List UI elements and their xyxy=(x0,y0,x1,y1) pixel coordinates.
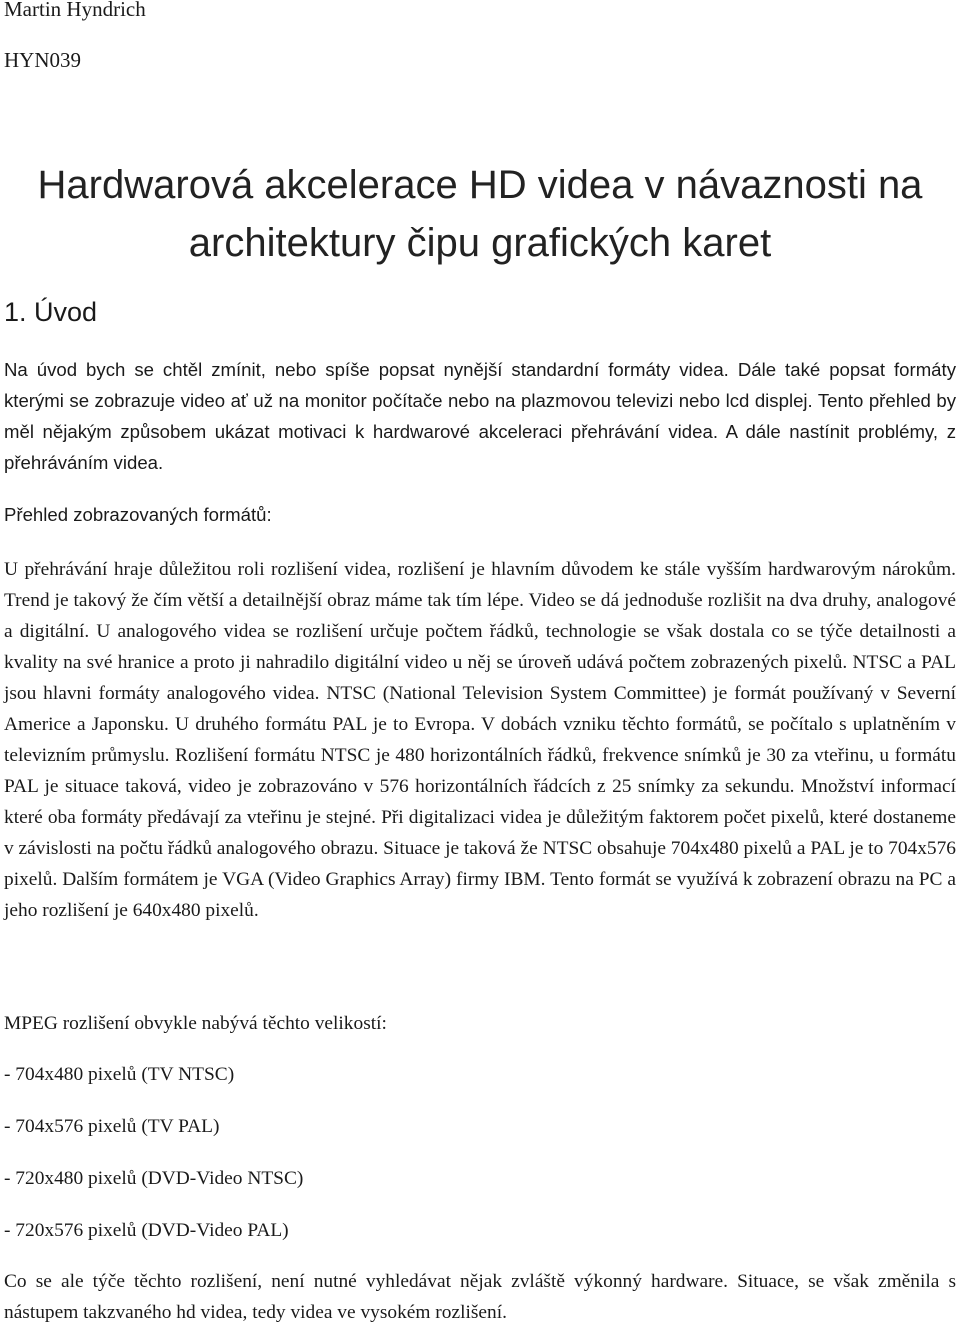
list-item: - 720x576 pixelů (DVD-Video PAL) xyxy=(4,1220,289,1241)
document-title: Hardwarová akcelerace HD videa v návaznosti na architektury čipu grafických karet xyxy=(37,163,923,265)
intro-paragraph: Na úvod bych se chtěl zmínit, nebo spíše popsat nynější standardní formáty videa. Dále také popsat formáty kterými se zobrazuje video ať už na monitor počítače nebo na plazmovou televizi nebo lcd displej. Tento přehled by měl nějakým způsobem ukázat motivaci k hardwarové akceleraci přehrávání videa. A dále nastínit problémy, z přehráváním videa. xyxy=(4,359,956,473)
list-item: - 720x480 pixelů (DVD-Video NTSC) xyxy=(4,1168,304,1189)
section-heading: 1. Úvod xyxy=(4,297,98,327)
formats-paragraph: U přehrávání hraje důležitou roli rozlišení videa, rozlišení je hlavním důvodem ke stále vyšším hardwarovým nárokům. Trend je takový že čím větší a detailnější obraz máme tak tím lépe. Video se dá jednoduše rozlišit na dva druhy, analogové a digitální. U analogového videa se rozlišení určuje počtem řádků, technologie se však dostala co se týče detailnosti a kvality na své hranice a proto ji nahradilo digitální video u něj se úroveň udává počtem zobrazených pixelů. NTSC a PAL jsou hlavni formáty analogového videa. NTSC (National Television System Committee) je formát používaný v Severní Americe a Japonsku. U druhého formátu PAL je to Evropa. V dobách vzniku těchto formátů, se počítalo s uplatněním v televizním průmyslu. Rozlišení formátu NTSC je 480 horizontálních řádků, frekvence snímků je 30 za vteřinu, u formátu PAL je situace taková, video je zobrazováno v 576 horizontálních řádcích z 25 snímky za sekundu. Množství informací které oba formáty předávají za vteřinu je stejné. Při digitalizaci videa je důležitým faktorem počet pixelů, které dostaneme v závislosti na počtu řádků analogového obrazu. Situace je taková že NTSC obsahuje 704x480 pixelů a PAL je to 704x576 pixelů. Dalším formátem je VGA (Video Graphics Array) firmy IBM. Tento formát se využívá k zobrazení obrazu na PC a jeho rozlišení je 640x480 pixelů. xyxy=(4,559,956,921)
closing-paragraph: Co se ale týče těchto rozlišení, není nutné vyhledávat nějak zvláště výkonný hardware. Situace, se však změnila s nástupem takzvaného hd videa, tedy videa ve vysokém rozlišení. xyxy=(4,1271,956,1323)
mpeg-intro: MPEG rozlišení obvykle nabývá těchto velikostí: xyxy=(4,1013,387,1034)
list-item: - 704x480 pixelů (TV NTSC) xyxy=(4,1064,235,1085)
list-item: - 704x576 pixelů (TV PAL) xyxy=(4,1116,220,1137)
author-code: HYN039 xyxy=(4,48,81,72)
formats-heading: Přehled zobrazovaných formátů: xyxy=(4,504,272,525)
author-name: Martin Hyndrich xyxy=(4,0,146,21)
